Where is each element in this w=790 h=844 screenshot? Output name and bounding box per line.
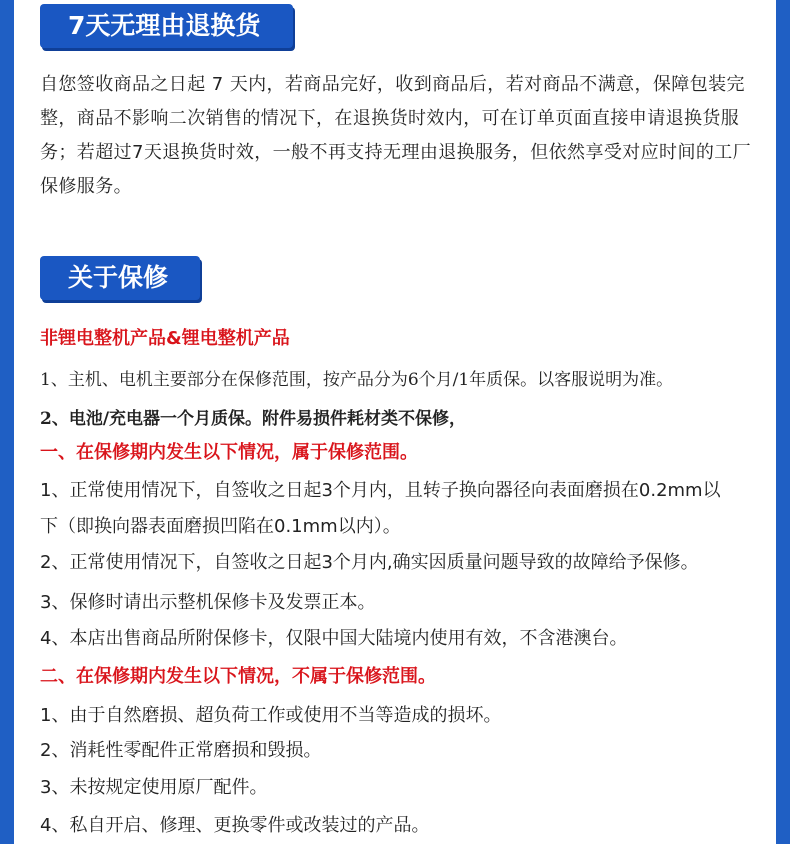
warranty-subtitle: 非锂电整机产品&锂电整机产品	[40, 328, 290, 349]
not-covered-item: 3、未按规定使用原厂配件。	[40, 777, 268, 798]
not-covered-item: 2、消耗性零配件正常磨损和毁损。	[40, 740, 322, 761]
warranty-general-item: 1、主机、电机主要部分在保修范围，按产品分为6个月/1年质保。以客服说明为准。	[40, 370, 674, 390]
not-covered-heading: 二、在保修期内发生以下情况，不属于保修范围。	[40, 666, 436, 687]
covered-item: 4、本店出售商品所附保修卡，仅限中国大陆境内使用有效，不含港澳台。	[40, 628, 628, 649]
covered-heading: 一、在保修期内发生以下情况，属于保修范围。	[40, 442, 418, 463]
not-covered-item: 4、私自开启、修理、更换零件或改装过的产品。	[40, 815, 430, 836]
covered-item: 3、保修时请出示整机保修卡及发票正本。	[40, 592, 376, 613]
returns-policy-text: 自您签收商品之日起 7 天内，若商品完好，收到商品后，若对商品不满意，保障包装完整，商品不影响二次销售的情况下，在退换货时效内，可在订单页面直接申请退换货服务；若超过7天退换货时效，一般不再支持无理由退换服务，但依然享受对应时间的工厂保修服务。	[40, 74, 752, 197]
not-covered-item: 1、由于自然磨损、超负荷工作或使用不当等造成的损坏。	[40, 705, 502, 726]
covered-item: 下（即换向器表面磨损凹陷在0.1mm以内）。	[40, 516, 401, 537]
covered-item: 2、正常使用情况下，自签收之日起3个月内,确实因质量问题导致的故障给予保修。	[40, 552, 699, 573]
warranty-section-title: 关于保修	[40, 256, 200, 300]
warranty-general-item: 2、电池/充电器一个月质保。附件易损件耗材类不保修，	[40, 409, 467, 429]
covered-item: 1、正常使用情况下，自签收之日起3个月内，且转子换向器径向表面磨损在0.2mm以	[40, 480, 721, 501]
page-content	[14, 0, 776, 844]
returns-section-title: 7天无理由退换货	[40, 4, 293, 48]
